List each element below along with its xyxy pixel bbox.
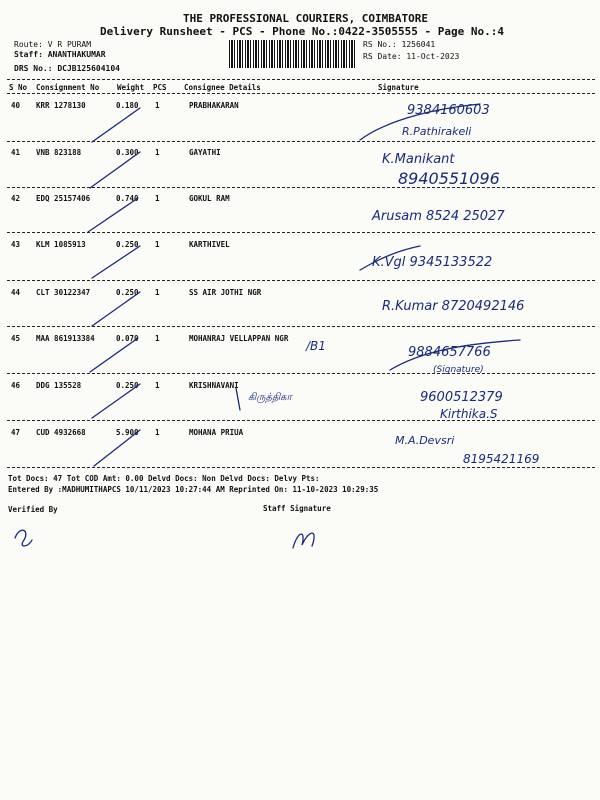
row-note: கிருத்திகா xyxy=(248,392,292,403)
row-consignee: PRABHAKARAN xyxy=(189,101,239,110)
row-sno: 44 xyxy=(11,288,21,297)
row-consignment: EDQ 25157406 xyxy=(36,194,91,203)
tick-mark xyxy=(92,246,140,278)
row-handwriting: K.Vgl 9345133522 xyxy=(372,255,493,270)
row-pcs: 1 xyxy=(155,101,160,110)
row-handwriting: 9600512379 xyxy=(420,390,503,405)
tick-mark xyxy=(92,292,140,326)
row-consignee: KRISHNAVANI xyxy=(189,381,239,390)
row-handwriting: Arusam 8524 25027 xyxy=(372,209,505,224)
row-sno: 40 xyxy=(11,101,21,110)
row-handwriting-2: 8940551096 xyxy=(398,169,500,188)
row-pcs: 1 xyxy=(155,381,160,390)
verifier-initials xyxy=(15,530,32,546)
row-handwriting: 9884657766 xyxy=(408,345,491,360)
row-pcs: 1 xyxy=(155,428,160,437)
row-handwriting-2: R.Pathirakeli xyxy=(402,125,472,138)
row-sno: 46 xyxy=(11,381,21,390)
row-pcs: 1 xyxy=(155,334,160,343)
tick-mark xyxy=(94,430,140,466)
row-sno: 43 xyxy=(11,240,21,249)
col-sno: S No xyxy=(9,83,28,92)
runsheet-subtitle: Delivery Runsheet - PCS - Phone No.:0422-3505555 - Page No.:4 xyxy=(100,25,504,38)
row-pcs: 1 xyxy=(155,148,160,157)
row-weight: 0.740 xyxy=(116,194,139,203)
row-consignment: CLT 30122347 xyxy=(36,288,91,297)
row-note: /B1 xyxy=(306,339,326,353)
row-weight: 0.250 xyxy=(116,381,139,390)
company-title: THE PROFESSIONAL COURIERS, COIMBATORE xyxy=(183,12,429,25)
row-pcs: 1 xyxy=(155,288,160,297)
row-consignee: GAYATHI xyxy=(189,148,221,157)
row-consignee: KARTHIVEL xyxy=(189,240,230,249)
tick-mark xyxy=(90,152,140,188)
tick-mark xyxy=(92,108,140,142)
row-sno: 42 xyxy=(11,194,21,203)
row-handwriting-2: Kirthika.S xyxy=(440,407,498,421)
row-handwriting: K.Manikant xyxy=(382,152,455,167)
row-handwriting: 9384160603 xyxy=(407,103,490,118)
row-weight: 0.250 xyxy=(116,288,139,297)
col-consignment: Consignment No xyxy=(36,83,100,92)
col-consignee: Consignee Details xyxy=(184,83,261,92)
row-handwriting: R.Kumar 8720492146 xyxy=(382,299,525,314)
row-weight: 0.180 xyxy=(116,101,139,110)
row-consignment: MAA 861913384 xyxy=(36,334,95,343)
row-weight: 0.070 xyxy=(116,334,139,343)
rs-number: RS No.: 1256041 xyxy=(363,40,436,49)
row-consignee: MOHANA PRIUA xyxy=(189,428,244,437)
row-consignment: DDG 135528 xyxy=(36,381,82,390)
signature-stroke xyxy=(236,388,240,410)
row-consignment: CUD 4932668 xyxy=(36,428,86,437)
row-consignment: KRR 1278130 xyxy=(36,101,86,110)
row-consignee: SS AIR JOTHI NGR xyxy=(189,288,262,297)
row-consignment: VNB 823188 xyxy=(36,148,82,157)
row-pcs: 1 xyxy=(155,194,160,203)
verified-by-label: Verified By xyxy=(8,505,58,514)
row-sno: 45 xyxy=(11,334,21,343)
row-consignee: GOKUL RAM xyxy=(189,194,230,203)
tick-mark xyxy=(88,198,138,232)
row-weight: 0.250 xyxy=(116,240,139,249)
drs-number: DRS No.: DCJB125604104 xyxy=(14,64,120,73)
row-handwriting-2: (Signature) xyxy=(433,365,484,375)
rs-date: RS Date: 11-Oct-2023 xyxy=(363,52,460,61)
row-sno: 41 xyxy=(11,148,21,157)
row-weight: 5.900 xyxy=(116,428,139,437)
entered-by: Entered By :MADHUMITHAPCS 10/11/2023 10:27:44 AM Reprinted On: 11-10-2023 10:29:35 xyxy=(8,485,379,494)
row-sno: 47 xyxy=(11,428,21,437)
tick-mark xyxy=(90,338,138,372)
staff-label: Staff: ANANTHAKUMAR xyxy=(14,50,106,59)
col-signature: Signature xyxy=(378,83,419,92)
col-pcs: PCS xyxy=(153,83,167,92)
staff-initials xyxy=(293,533,314,548)
tick-mark xyxy=(92,384,140,418)
col-weight: Weight xyxy=(117,83,145,92)
row-handwriting: M.A.Devsri xyxy=(395,434,455,447)
row-pcs: 1 xyxy=(155,240,160,249)
row-consignee: MOHANRAJ VELLAPPAN NGR xyxy=(189,334,289,343)
row-handwriting-2: 8195421169 xyxy=(463,452,540,466)
totals-summary: Tot Docs: 47 Tot COD Amt: 0.00 Delvd Docs: Non Delvd Docs: Delvy Pts: xyxy=(8,474,320,483)
row-weight: 0.300 xyxy=(116,148,139,157)
route-label: Route: V R PURAM xyxy=(14,40,92,49)
staff-signature-label: Staff Signature xyxy=(263,504,331,513)
row-consignment: KLM 1085913 xyxy=(36,240,86,249)
